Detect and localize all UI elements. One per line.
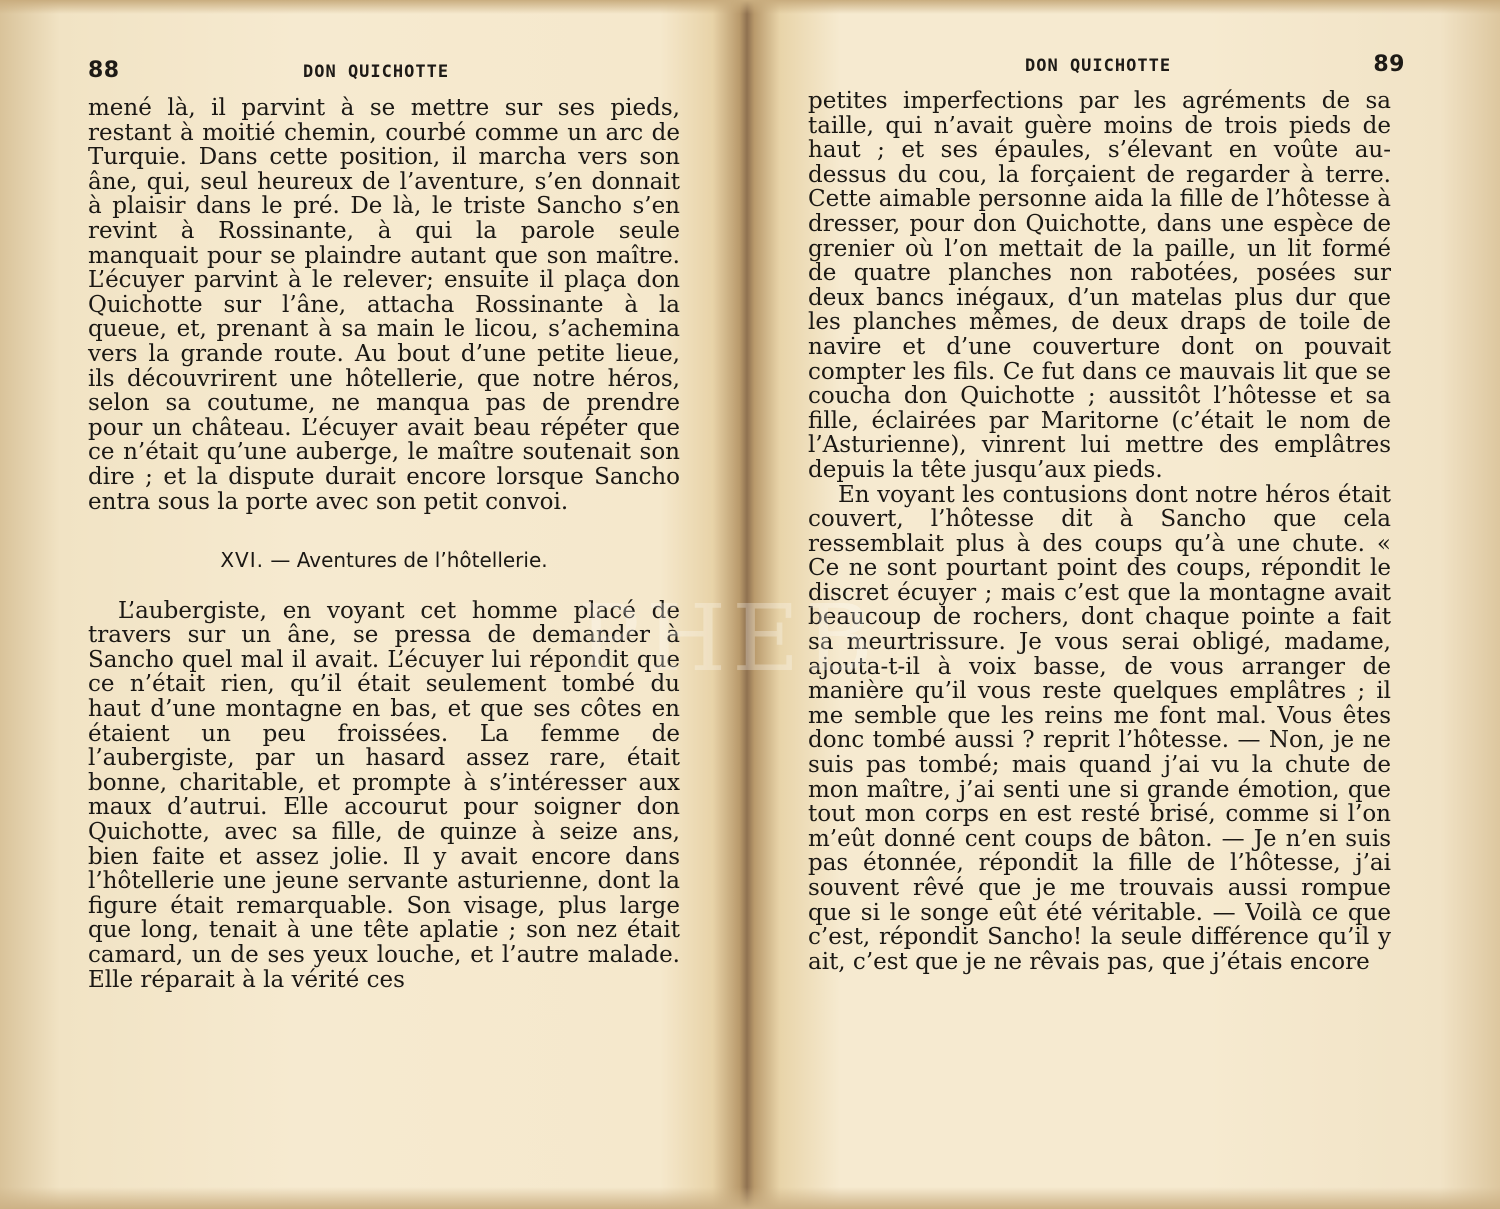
right-paragraph-2: En voyant les contusions dont notre héros était couvert, l’hôtesse dit à Sancho que cela ressemblait plus à des coups qu’à une chute. « Ce ne sont pourtant point des coups, répondit le discret écuyer ; mais c’est que la montagne avait beaucoup de rochers, dont chaque pointe a fait sa meurtrissure. Je vous serai obligé, madame, ajouta-t-il à voix basse, de vous arranger de manière qu’il vous reste quelques emplâtres ; il me semble que les reins me font mal. Vous êtes donc tombé aussi ? reprit l’hôtesse. — Non, je ne suis pas tombé; mais quand j’ai vu la chute de mon maître, j’ai senti une si grande émotion, que tout mon corps en est resté brisé, comme si l’on m’eût donné cent coups de bâton. — Je n’en suis pas étonnée, répondit la fille de l’hôtesse, j’ai souvent rêvé que je me trouvais aussi rompue que si le songe eût été véritable. — Voilà ce que c’est, répondit Sancho! la seule différence qu’il y ait, c’est que je ne rêvais pas, que j’étais encore [808,481,1391,975]
right-paragraph-1: petites imperfections par les agréments de sa taille, qui n’avait guère moins de trois pieds de haut ; et ses épaules, s’élevant en voûte au-dessus du cou, la forçaient de regarder à terre. Cette aimable personne aida la fille de l’hôtesse à dresser, pour don Quichotte, dans une espèce de grenier où l’on mettait de la paille, un lit formé de quatre planches non rabotées, posées sur deux bancs inégaux, d’un matelas plus dur que les planches mêmes, de deux draps de toile de navire et d’une couverture dont on pouvait compter les fils. Ce fut dans ce mauvais lit que se coucha don Quichotte ; aussitôt l’hôtesse et sa fille, éclairées par Maritorne (c’était le nom de l’Asturienne), vinrent lui mettre des emplâtres depuis la tête jusqu’aux pieds. [808,88,1391,483]
left-running-head [88,58,678,88]
running-title-right: DON QUICHOTTE [1025,56,1172,76]
right-running-head [1025,52,1405,82]
running-title-left: DON QUICHOTTE [303,62,450,82]
page-number-right: 89 [1373,52,1405,77]
chapter-heading [88,548,680,573]
left-paragraph-1: mené là, il parvint à se mettre sur ses pieds, restant à moitié chemin, courbé comme un arc de Turquie. Dans cette position, il marcha vers son âne, qui, seul heureux de l’aventure, s’en donnait à plaisir dans le pré. De là, le triste Sancho s’en revint à Rossinante, à qui la parole seule manquait pour se plaindre autant que son maître. L’écuyer parvint à le relever; ensuite il plaça don Quichotte sur l’âne, attacha Rossinante à la queue, et, prenant à sa main le licou, s’achemina vers la grande route. Au bout d’une petite lieue, ils découvrirent une hôtellerie, que notre héros, selon sa coutume, ne manqua pas de prendre pour un château. L’écuyer avait beau répéter que ce n’était qu’une auberge, le maître soutenait son dire ; et la dispute durait encore lorsque Sancho entra sous la porte avec son petit convoi. [88,95,680,515]
left-paragraph-2: L’aubergiste, en voyant cet homme placé de travers sur un âne, se pressa de demander à Sancho quel mal il avait. L’écuyer lui répondit que ce n’était rien, qu’il était seulement tombé du haut d’une montagne en bas, et que ses côtes en étaient un peu froissées. La femme de l’aubergiste, par un hasard assez rare, était bonne, charitable, et prompte à s’intéresser aux maux d’autrui. Elle accourut pour soigner don Quichotte, avec sa fille, de quinze à seize ans, bien faite et assez jolie. Il y avait encore dans l’hôtellerie une jeune servante asturienne, dont la figure était remarquable. Son visage, plus large que long, tenait à une tête aplatie ; son nez était camard, un de ses yeux louche, et l’autre malade. Elle réparait à la vérité ces [88,597,680,993]
watermark: PHEB [578,585,879,692]
right-page-body [808,89,1391,974]
chapter-title: Aventures de l’hôtellerie. [296,548,548,573]
left-page [0,0,745,1209]
right-page [755,0,1500,1209]
left-page-body [88,96,680,992]
page-number-left: 88 [88,58,120,83]
chapter-dash: — [270,548,291,573]
chapter-number: XVI. [220,548,264,573]
